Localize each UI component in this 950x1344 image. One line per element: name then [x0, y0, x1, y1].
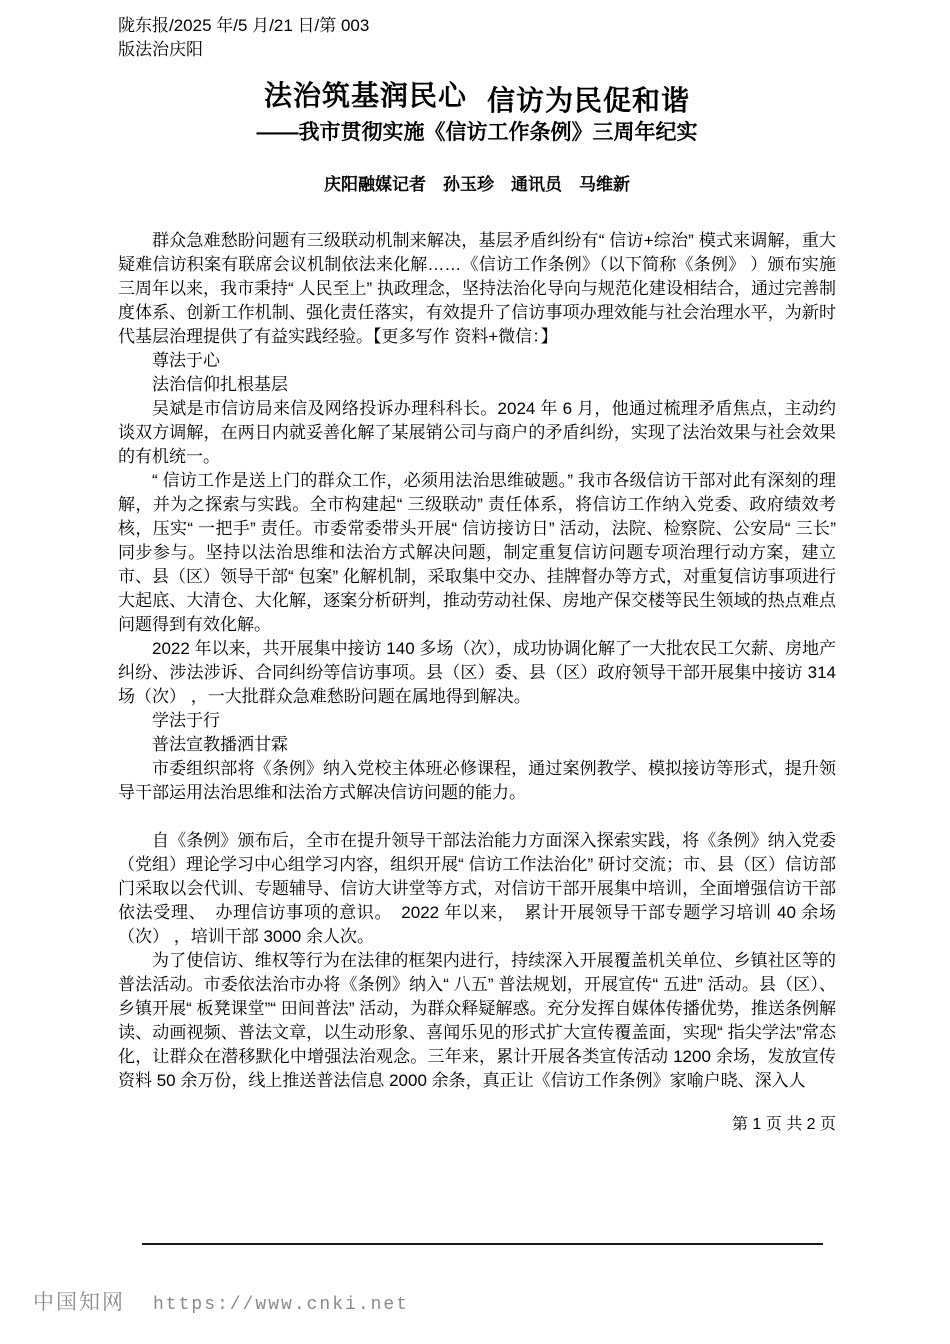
article-title-part2: 信访为民促和谐 [487, 85, 691, 116]
page-indicator: 第 1 页 共 2 页 [731, 1116, 836, 1133]
article-byline: 庆阳融媒记者 孙玉珍 通讯员 马维新 [324, 175, 630, 194]
article-paragraph: 群众急难愁盼问题有三级联动机制来解决，基层矛盾纠纷有“ 信访+综治” 模式来调解，重大疑难信访积案有联席会议机制依法来化解……《信访工作条例》（以下简称《条例》 ）颁布实施三周年以来，我市秉持“ 人民至上” 执政理念，坚持法治化导向与规范化建设相结合，通过完善制度体系、创新工作机制、强化责任落实，有效提升了信访事项办理效能与社会治理水平，为新时代基层治理提供了有益实践经验。【更多写作 资料+微信：】 [118, 231, 836, 346]
cnki-url-text: https://www.cnki.net [153, 1295, 410, 1315]
article-paragraph: 自《条例》颁布后，全市在提升领导干部法治能力方面深入探索实践，将《条例》纳入党委（党组）理论学习中心组学习内容，组织开展“ 信访工作法治化” 研讨交流；市、县（区）信访部门采取以会代训、专题辅导、信访大讲堂等方式，对信访干部开展集中培训，全面增强信访干部依法受理、 办理信访事项的意识。 2022 年以来， 累计开展领导干部专题学习培训 40 余场 （次） ，培训干部 3000 余人次。 [118, 831, 836, 946]
section-heading: 法治信仰扎根基层 [152, 375, 288, 394]
article-paragraph: 市委组织部将《条例》纳入党校主体班必修课程，通过案例教学、模拟接访等形式，提升领导干部运用法治思维和法治方式解决信访问题的能力。 [118, 759, 836, 802]
masthead-line1: 陇东报/2025 年/5 月/21 日/第 003 [118, 16, 370, 35]
article-paragraph: 吴斌是市信访局来信及网络投诉办理科科长。2024 年 6 月，他通过梳理矛盾焦点，主动约谈双方调解，在两日内就妥善化解了某展销公司与商户的矛盾纠纷，实现了法治效果与社会效果的有机统一。 [118, 399, 836, 466]
document-page [118, 14, 836, 1137]
article-title-part1: 法治筑基润民心 [263, 80, 467, 111]
cnki-brand-text: 中国知网 [33, 1290, 125, 1314]
article-paragraph: 2022 年以来，共开展集中接访 140 多场（次），成功协调化解了一大批农民工欠薪、房地产纠纷、涉法涉诉、合同纠纷等信访事项。县（区）委、县（区）政府领导干部开展集中接访 314 场（次） ，一大批群众急难愁盼问题在属地得到解决。 [118, 639, 836, 706]
article-title [118, 80, 836, 116]
article-body [118, 229, 836, 1093]
masthead-line2: 版法治庆阳 [118, 40, 203, 59]
article-subtitle: ——我市贯彻实施《信访工作条例》三周年纪实 [256, 121, 698, 144]
article-paragraph: 为了使信访、维权等行为在法律的框架内进行，持续深入开展覆盖机关单位、乡镇社区等的普法活动。市委依法治市办将《条例》纳入“ 八五” 普法规划，开展宣传“ 五进” 活动。县（区）、乡镇开展“ 板凳课堂”“ 田间普法” 活动，为群众释疑解惑。充分发挥自媒体传播优势，推送条例解读、动画视频、普法文章，以生动形象、喜闻乐见的形式扩大宣传覆盖面，实现“ 指尖学法”常态化，让群众在潜移默化中增强法治观念。三年来，累计开展各类宣传活动 1200 余场，发放宣传资料 50 余万份，线上推送普法信息 2000 余条，真正让《信访工作条例》家喻户晓、深入人 [118, 951, 836, 1090]
article-paragraph: “ 信访工作是送上门的群众工作，必须用法治思维破题。” 我市各级信访干部对此有深刻的理解，并为之探索与实践。全市构建起“ 三级联动” 责任体系，将信访工作纳入党委、政府绩效考核，压实“ 一把手” 责任。市委常委带头开展“ 信访接访日” 活动，法院、检察院、公安局“ 三长” 同步参与。坚持以法治思维和法治方式解决问题，制定重复信访问题专项治理行动方案，建立市、县（区）领导干部“ 包案” 化解机制，采取集中交办、挂牌督办等方式，对重复信访事项进行大起底、大清仓、大化解，逐案分析研判，推动劳动社保、房地产保交楼等民生领域的热点难点问题得到有效化解。 [118, 471, 836, 634]
section-heading: 尊法于心 [152, 351, 220, 370]
footer-divider-line [142, 1243, 823, 1245]
masthead [118, 14, 836, 62]
cnki-watermark [33, 1286, 409, 1316]
section-heading: 学法于行 [152, 711, 220, 730]
section-heading: 普法宣教播洒甘霖 [152, 735, 288, 754]
